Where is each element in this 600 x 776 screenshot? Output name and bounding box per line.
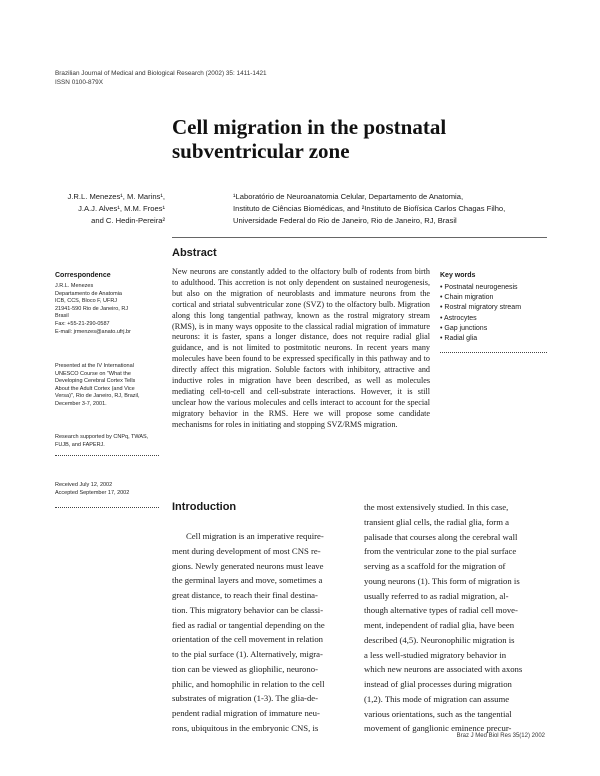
affiliation-line: Instituto de Ciências Biomédicas, and ²Instituto de Biofísica Carlos Chagas Filho, bbox=[233, 204, 506, 213]
text-line: movement of ganglionic eminence precur- bbox=[364, 723, 512, 734]
text-line: from the ventricular zone to the pial surface bbox=[364, 546, 517, 557]
affiliation-line: ¹Laboratório de Neuroanatomia Celular, Departamento de Anatomia, bbox=[233, 192, 464, 201]
paper-title bbox=[172, 115, 446, 163]
keyword-item: • Astrocytes bbox=[440, 314, 477, 322]
text-line: various orientations, such as the tangential bbox=[364, 708, 512, 719]
presented-line: Presented at the IV International bbox=[55, 363, 134, 369]
dates-divider bbox=[55, 507, 159, 508]
text-line: young neurons (1). This form of migration is bbox=[364, 575, 520, 586]
author-line: J.R.L. Menezes¹, M. Marins¹, bbox=[67, 192, 165, 201]
text-line: ment, independent of radial glia, have been bbox=[364, 620, 515, 630]
journal-citation: Brazilian Journal of Medical and Biological Research (2002) 35: 1411-1421 bbox=[55, 70, 267, 77]
affiliations bbox=[233, 191, 505, 227]
dates-note bbox=[55, 482, 129, 497]
text-line: tion. This migratory behavior can be classi- bbox=[172, 604, 324, 615]
text-line: gions. Newly generated neurons must leave bbox=[172, 560, 324, 571]
text-line: transient glial cells, the radial glia, form a bbox=[364, 516, 509, 527]
text-line: a less well-studied migratory behavior in bbox=[364, 649, 507, 660]
keywords-heading: Key words bbox=[440, 272, 476, 279]
correspondence-email: E-mail: jrmenzes@anato.ufrj.br bbox=[55, 328, 131, 335]
text-line: to the pial surface (1). Alternatively, migra- bbox=[172, 649, 323, 659]
keyword-item: • Rostral migratory stream bbox=[440, 304, 522, 312]
author-list bbox=[68, 191, 165, 227]
text-line: serving as a scaffold for the migration of bbox=[364, 561, 506, 571]
abstract-body bbox=[172, 267, 430, 431]
text-line: palisade that courses along the cerebral wall bbox=[364, 531, 518, 542]
text-line: fied as radial or tangential depending on the bbox=[172, 619, 325, 630]
keyword-item: • Radial glia bbox=[440, 335, 478, 343]
abstract-heading: Abstract bbox=[172, 247, 217, 259]
issn: ISSN 0100-879X bbox=[55, 79, 103, 86]
text-line: tion can be viewed as gliophilic, neurono- bbox=[172, 663, 318, 674]
title-line: Cell migration in the postnatal bbox=[172, 115, 447, 139]
support-line: Research supported by CNPq, TWAS, bbox=[55, 434, 149, 440]
text-line: rons, ubiquitous in the embryonic CNS, is bbox=[172, 722, 319, 733]
presented-line: Versa)", Rio de Janeiro, RJ, Brazil, bbox=[55, 393, 140, 400]
sidebar-divider bbox=[55, 455, 159, 456]
correspondence-line: Departamento de Anatomia bbox=[55, 290, 122, 297]
text-line: the germinal layers and move, sometimes a bbox=[172, 575, 323, 586]
text-line: ment during development of most CNS re- bbox=[172, 545, 321, 556]
support-line: FUJB, and FAPERJ. bbox=[55, 441, 105, 448]
correspondence-line: 21941-590 Rio de Janeiro, RJ bbox=[55, 305, 129, 312]
presented-line: UNESCO Course on "What the bbox=[55, 370, 131, 377]
correspondence-line: Fax: +55-21-290-0587 bbox=[55, 320, 110, 327]
keyword-item: • Chain migration bbox=[440, 294, 494, 302]
title-line: subventricular zone bbox=[172, 139, 350, 163]
intro-column-1 bbox=[172, 529, 357, 736]
page-footer: Braz J Med Biol Res 35(12) 2002 bbox=[456, 733, 545, 739]
keyword-item: • Gap junctions bbox=[440, 324, 488, 332]
correspondence-heading: Correspondence bbox=[55, 272, 111, 279]
introduction-heading: Introduction bbox=[172, 501, 237, 513]
presented-note bbox=[55, 363, 140, 409]
correspondence-block bbox=[55, 283, 131, 336]
text-line: which new neurons are associated with axons bbox=[364, 664, 523, 675]
text-line: great distance, to reach their final destina- bbox=[172, 590, 318, 600]
received-date: Received July 12, 2002 bbox=[55, 482, 113, 488]
text-line: the most extensively studied. In this case, bbox=[364, 502, 509, 512]
keyword-item: • Postnatal neurogenesis bbox=[440, 284, 518, 291]
text-line: instead of glial processes during migration bbox=[364, 679, 512, 689]
header-divider bbox=[172, 237, 547, 238]
text-line: substrates of migration (1-3). The glia-de- bbox=[172, 693, 319, 704]
correspondence-line: Brasil bbox=[55, 313, 69, 320]
text-line: usually referred to as radial migration, al- bbox=[364, 590, 509, 601]
text-line: described (4,5). Neuronophilic migration is bbox=[364, 634, 515, 645]
keywords-list bbox=[440, 283, 521, 344]
correspondence-line: ICB, CCS, Bloco F, UFRJ bbox=[55, 298, 118, 305]
support-note bbox=[55, 434, 148, 449]
presented-line: About the Adult Cortex (and Vice bbox=[55, 385, 135, 392]
intro-column-2 bbox=[364, 500, 549, 736]
abstract-text: New neurons are constantly added to the olfactory bulb of rodents from birth to adulthood. This accretion is not only dependent on sustained neurogenesis, but also on the migration of neuroblasts and immature neurons from the cortical and striatal subventricular zone (SVZ) to the olfactory bulb. Migration along this long tangential pathway, known as the rostral migratory stream (RMS), is in many ways opposite to the classical radial migration of immature neurons: it is faster, spans a longer distance, does not require radial glial guidance, and is not limited to postmitotic neurons. In recent years many molecules have been found to be expressed specifically in this pathway and to directly affect this migration. Soluble factors with inhibitory, attractive and inductive roles in migration have been described, as well as molecules mediating cell-to-cell and cell-substrate interactions. However, it is still unclear how the various molecules and cells interact to account for the special migratory behavior in the RMS. Here we will propose some candidate mechanisms for roles in initiating and stopping SVZ/RMS migration. bbox=[172, 267, 430, 429]
text-line: (1,2). This mode of migration can assume bbox=[364, 693, 510, 704]
text-line: pendent radial migration of immature neu- bbox=[172, 708, 320, 718]
journal-header bbox=[55, 69, 267, 87]
text-line: though alternative types of radial cell move- bbox=[364, 605, 518, 616]
correspondence-line: J.R.L. Menezes bbox=[55, 283, 94, 289]
presented-line: December 3-7, 2001. bbox=[55, 400, 107, 407]
author-line: and C. Hedin-Pereira² bbox=[91, 216, 165, 225]
keywords-divider bbox=[440, 352, 547, 353]
text-line: philic, and homophilic in relation to the cell bbox=[172, 678, 325, 689]
text-line: orientation of the cell movement in relation bbox=[172, 634, 324, 645]
text-line: Cell migration is an imperative require- bbox=[186, 531, 324, 541]
accepted-date: Accepted September 17, 2002 bbox=[55, 489, 130, 496]
affiliation-line: Universidade Federal do Rio de Janeiro, Rio de Janeiro, RJ, Brasil bbox=[233, 216, 457, 225]
presented-line: Developing Cerebral Cortex Tells bbox=[55, 378, 136, 385]
author-line: J.A.J. Alves¹, M.M. Froes¹ bbox=[78, 204, 165, 213]
